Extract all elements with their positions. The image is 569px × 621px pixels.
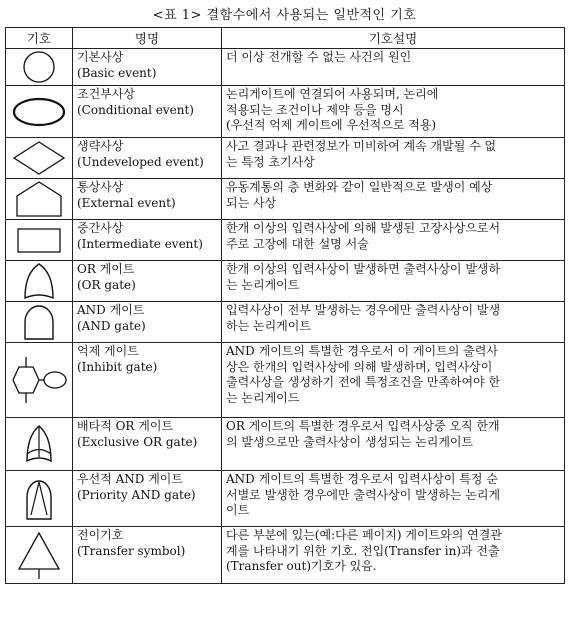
header-description: 기호설명 — [222, 28, 565, 49]
transfer-symbol-icon — [9, 529, 69, 581]
description-line: 는 논리게이드 — [226, 390, 300, 405]
name-english: (Exclusive OR gate) — [77, 434, 198, 449]
description-line: 서별로 발생한 경우에만 출력사상이 발생하는 논리게 — [226, 487, 501, 502]
name-english: (Priority AND gate) — [77, 487, 196, 502]
name-korean: 중간사상 — [77, 221, 124, 235]
description-line: 주로 고장에 대한 설명 서술 — [226, 236, 369, 251]
description-line: 는 특정 초기사상 — [226, 154, 315, 169]
symbol-cell — [6, 138, 73, 179]
header-symbol: 기호 — [6, 28, 73, 49]
symbol-cell — [6, 49, 73, 86]
description-cell — [222, 302, 565, 343]
description-line: 계를 나타내기 위한 기호. 전입(Transfer in)과 전출 — [226, 543, 500, 558]
description-cell — [222, 471, 565, 527]
diamond-symbol-icon — [9, 139, 69, 177]
name-korean: 우선적 AND 게이트 — [77, 472, 183, 486]
house-symbol-icon — [9, 179, 69, 219]
name-english: (Basic event) — [77, 65, 157, 80]
priority-and-gate-icon — [9, 475, 69, 523]
description-line: 는 논리게이트 — [226, 277, 300, 292]
table-row — [6, 343, 565, 418]
name-cell — [73, 261, 222, 302]
table-header-row — [6, 28, 565, 49]
table-row — [6, 302, 565, 343]
symbol-cell — [6, 527, 73, 584]
symbol-cell — [6, 179, 73, 220]
name-korean: 통상사상 — [77, 180, 124, 194]
description-cell — [222, 138, 565, 179]
symbol-cell — [6, 343, 73, 418]
table-caption: <표 1> 결함수에서 사용되는 일반적인 기호 — [152, 8, 417, 23]
description-line: 이트 — [226, 503, 250, 517]
symbol-cell — [6, 418, 73, 471]
table-row — [6, 49, 565, 86]
name-korean: AND 게이트 — [77, 303, 145, 317]
name-korean: 조건부사상 — [77, 87, 135, 101]
name-cell — [73, 138, 222, 179]
symbol-cell — [6, 220, 73, 261]
description-line: AND 게이트의 특별한 경우로서 입력사상이 특정 순 — [226, 472, 498, 486]
description-line: OR 게이트의 특별한 경우로서 입력사상중 오직 한개 — [226, 419, 500, 433]
description-cell — [222, 261, 565, 302]
description-line: (우선적 억제 게이트에 우선적으로 적용) — [226, 118, 437, 132]
description-line: 유동계통의 층 변화와 같이 일반적으로 발생이 예상 — [226, 180, 493, 194]
name-english: (AND gate) — [77, 318, 146, 333]
symbol-cell — [6, 261, 73, 302]
name-korean: 생략사상 — [77, 139, 124, 153]
name-cell — [73, 220, 222, 261]
name-cell — [73, 527, 222, 584]
name-english: (Intermediate event) — [77, 236, 203, 251]
symbol-cell — [6, 86, 73, 138]
table-row — [6, 86, 565, 138]
description-line: AND 게이트의 특별한 경우로서 이 게이트의 출력사 — [226, 344, 498, 358]
name-english: (Transfer symbol) — [77, 543, 186, 558]
description-line: 한개 이상의 입력사상이 발생하면 출력사상이 발생하 — [226, 262, 501, 276]
table-row — [6, 261, 565, 302]
description-line: 의 발생으로만 출력사상이 생성되는 논리게이트 — [226, 434, 474, 449]
description-cell — [222, 220, 565, 261]
table-row — [6, 179, 565, 220]
name-cell — [73, 179, 222, 220]
table-row — [6, 220, 565, 261]
description-line: 한개 이상의 입력사상에 의해 발생된 고장사상으로서 — [226, 221, 501, 235]
description-cell — [222, 343, 565, 418]
name-korean: 억제 게이트 — [77, 344, 139, 358]
name-cell — [73, 471, 222, 527]
and-gate-icon — [9, 302, 69, 342]
name-cell — [73, 49, 222, 86]
name-cell — [73, 418, 222, 471]
name-english: (External event) — [77, 195, 176, 210]
description-line: 논리게이트에 연결되어 사용되며, 논리에 — [226, 87, 439, 101]
circle-symbol-icon — [9, 50, 69, 84]
name-korean: 전이기호 — [77, 528, 124, 542]
table-row — [6, 527, 565, 584]
description-line: 더 이상 전개할 수 없는 사건의 원인 — [226, 50, 412, 64]
description-line: 상은 한개의 입력사상에 의해 발생하며, 입력사상이 — [226, 359, 493, 374]
exclusive-or-gate-icon — [9, 421, 69, 467]
description-cell — [222, 49, 565, 86]
name-cell — [73, 86, 222, 138]
name-cell — [73, 302, 222, 343]
table-row — [6, 138, 565, 179]
inhibit-gate-icon — [7, 355, 71, 405]
name-cell — [73, 343, 222, 418]
or-gate-icon — [9, 261, 69, 301]
name-korean: 배타적 OR 게이트 — [77, 419, 174, 433]
description-line: 출력사상을 생성하기 전에 특정조건을 만족하여야 한 — [226, 375, 501, 389]
description-cell — [222, 527, 565, 584]
description-line: (Transfer out)기호가 있음. — [226, 559, 377, 573]
name-english: (Conditional event) — [77, 102, 194, 117]
header-name: 명명 — [73, 28, 222, 49]
rectangle-symbol-icon — [9, 223, 69, 257]
description-line: 사고 결과나 관련정보가 미비하여 계속 개발될 수 없 — [226, 139, 497, 153]
name-korean: OR 게이트 — [77, 262, 135, 276]
table-row — [6, 471, 565, 527]
description-line: 입력사상이 전부 발생하는 경우에만 출력사상이 발생 — [226, 303, 501, 317]
description-line: 다른 부분에 있는(예:다른 페이지) 게이트와의 연결관 — [226, 528, 502, 542]
symbol-table — [5, 27, 565, 584]
ellipse-symbol-icon — [9, 92, 69, 132]
symbol-cell — [6, 302, 73, 343]
description-cell — [222, 179, 565, 220]
description-cell — [222, 86, 565, 138]
table-row — [6, 418, 565, 471]
symbol-cell — [6, 471, 73, 527]
description-line: 되는 사상 — [226, 195, 277, 210]
name-english: (OR gate) — [77, 277, 136, 292]
name-korean: 기본사상 — [77, 50, 124, 64]
name-english: (Inhibit gate) — [77, 359, 158, 374]
description-line: 적용되는 조건이나 제약 등을 명시 — [226, 102, 404, 117]
description-cell — [222, 418, 565, 471]
description-line: 하는 논리게이트 — [226, 318, 311, 333]
name-english: (Undeveloped event) — [77, 154, 204, 169]
